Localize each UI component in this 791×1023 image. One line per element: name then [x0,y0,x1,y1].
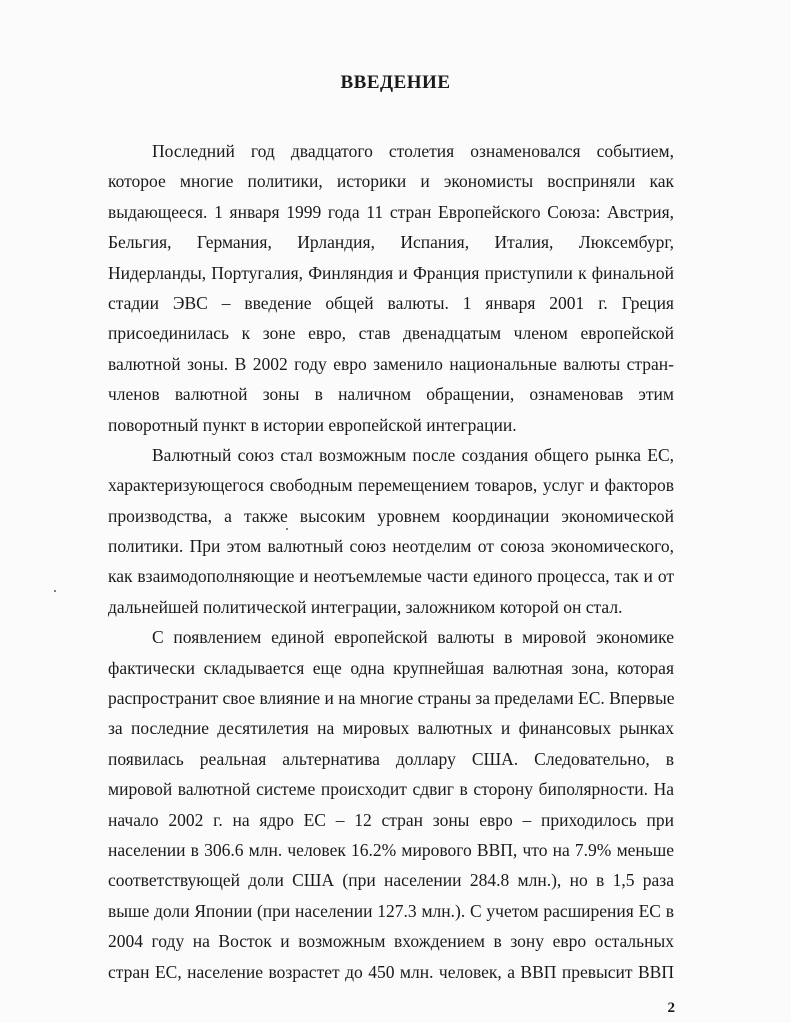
text-line: выдающееся. 1 января 1999 года 11 стран Европейского Союза: Австрия, [108,201,674,222]
scan-speck [54,590,56,592]
text-line: выше доли Японии (при населении 127.3 млн.). С учетом расширения ЕС в [108,900,674,921]
text-line: Валютный союз стал возможным после создания общего рынка ЕС, [152,444,674,465]
text-line: членов валютной зоны в наличном обращении, ознаменовав этим [108,384,674,405]
text-line: стран ЕС, население возрастет до 450 млн. человек, а ВВП превысит ВВП [108,961,674,982]
text-line: стадии ЭВС – введение общей валюты. 1 января 2001 г. Греция [108,292,674,313]
text-line: политики. При этом валютный союз неотделим от союза экономического, [108,536,674,557]
body-text [108,136,674,987]
text-line: Нидерланды, Португалия, Финляндия и Франция приступили к финальной [108,262,674,283]
text-line: соответствующей доли США (при населении 284.8 млн.), но в 1,5 раза [108,870,674,891]
text-line: как взаимодополняющие и неотъемлемые части единого процесса, так и от [108,566,674,587]
text-line: Последний год двадцатого столетия ознаменовался событием, [152,141,674,161]
text-line: Бельгия, Германия, Ирландия, Испания, Италия, Люксембург, [108,232,674,253]
page-number: 2 [667,1000,675,1016]
text-line: начало 2002 г. на ядро ЕС – 12 стран зоны евро – приходилось при [108,809,674,830]
text-line: производства, а также высоким уровнем координации экономической [108,505,674,526]
text-line: распространит свое влияние и на многие страны за пределами ЕС. Впервые [108,688,675,709]
text-line: фактически складывается еще одна крупнейшая валютная зона, которая [108,657,674,678]
page-title: ВВЕДЕНИЕ [340,72,451,93]
text-line: за последние десятилетия на мировых валютных и финансовых рынках [108,718,674,739]
text-line: мировой валютной системе происходит сдвиг в сторону биполярности. На [108,779,674,800]
text-line: населении в 306.6 млн. человек 16.2% мирового ВВП, что на 7.9% меньше [108,839,674,860]
text-line: 2004 году на Восток и возможным вхождением в зону евро остальных [108,931,674,952]
text-line: характеризующегося свободным перемещением товаров, услуг и факторов [108,475,674,496]
text-line: дальнейшей политической интеграции, заложником которой он стал. [108,596,623,617]
text-line: присоединилась к зоне евро, став двенадцатым членом европейской [108,323,674,344]
text-line: поворотный пункт в истории европейской интеграции. [108,414,517,435]
text-line: появилась реальная альтернатива доллару США. Следовательно, в [108,748,674,769]
text-line: С появлением единой европейской валюты в мировой экономике [152,627,674,648]
scan-speck [286,528,288,530]
text-line: которое многие политики, историки и экономисты восприняли как [108,171,674,192]
text-line: валютной зоны. В 2002 году евро заменило национальные валюты стран- [108,353,674,374]
